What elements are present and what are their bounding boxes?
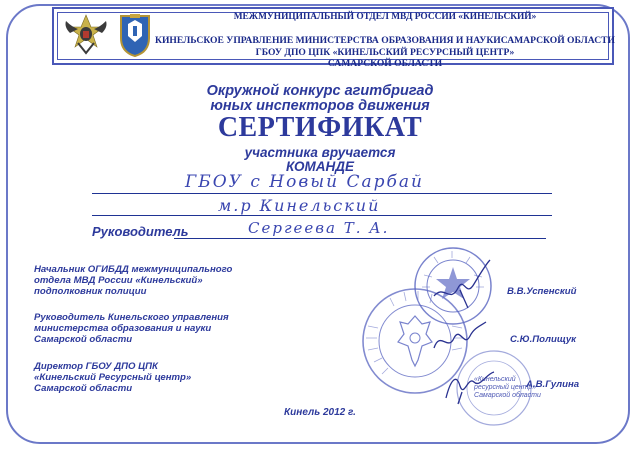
signature-1-scribble [430, 254, 500, 314]
signatory-2-position-line1: Руководитель Кинельского управления [34, 312, 229, 323]
signatory-2-position-line2: министерства образования и науки [34, 323, 212, 334]
signatory-3-position [34, 361, 191, 394]
signatory-1-name: В.В.Успенский [507, 286, 577, 297]
signature-3-scribble [440, 362, 500, 406]
district-underline [92, 215, 552, 216]
team-name-handwritten: ГБОУ с Новый Сарбай [185, 172, 424, 192]
header-resource-center: ГБОУ ДПО ЦПК «КИНЕЛЬСКИЙ РЕСУРСНЫЙ ЦЕНТР» [255, 47, 515, 58]
signatory-2-position-line3: Самарской области [34, 334, 133, 345]
signatory-1-position-line3: подполковник полиции [34, 286, 147, 297]
signatory-2-name: С.Ю.Полищук [510, 334, 577, 345]
signatory-3-position-line1: Директор ГБОУ ДПО ЦПК [34, 361, 158, 372]
header-police-department: МЕЖМУНИЦИПАЛЬНЫЙ ОТДЕЛ МВД РОССИИ «КИНЕЛЬСКИЙ» [233, 12, 537, 22]
samara-coat-of-arms-icon [118, 12, 152, 58]
awarded-line: участника вручается [244, 145, 396, 160]
team-name-underline [92, 193, 552, 194]
contest-title-line1: Окружной конкурс агитбригад [206, 83, 434, 99]
signatory-3-position-line3: Самарской области [34, 383, 133, 394]
contest-title-line2: юных инспекторов движения [210, 98, 430, 114]
district-handwritten: м.р Кинельский [218, 196, 381, 215]
seal-text-line1: «Кинельский [474, 376, 516, 383]
header-education-department: КИНЕЛЬСКОЕ УПРАВЛЕНИЕ МИНИСТЕРСТВА ОБРАЗОВАНИЯ И НАУКИСАМАРСКОЙ ОБЛАСТИ [154, 35, 616, 46]
signatory-2-position [34, 312, 229, 345]
signatory-1-position [34, 264, 232, 297]
police-emblem-icon [62, 13, 110, 57]
seal-text-line3: Самарской области [474, 392, 541, 399]
leader-label: Руководитель [92, 224, 189, 239]
signatory-3-name: А.В.Гулина [526, 379, 580, 390]
place-and-year: Кинель 2012 г. [284, 407, 356, 418]
header-region: САМАРСКОЙ ОБЛАСТИ [327, 58, 443, 69]
signature-2-scribble [430, 318, 490, 358]
leader-underline [174, 238, 546, 239]
signatory-3-position-line2: «Кинельский Ресурсный центр» [34, 372, 192, 383]
certificate-heading: СЕРТИФИКАТ [217, 112, 423, 143]
team-label: КОМАНДЕ [285, 159, 355, 174]
seal-text-line2: ресурсный центр» [474, 384, 537, 391]
signatory-1-position-line1: Начальник ОГИБДД межмуниципального [34, 264, 233, 275]
signatory-1-position-line2: отдела МВД России «Кинельский» [34, 275, 203, 286]
leader-name-handwritten: Сергеева Т. А. [248, 219, 390, 237]
